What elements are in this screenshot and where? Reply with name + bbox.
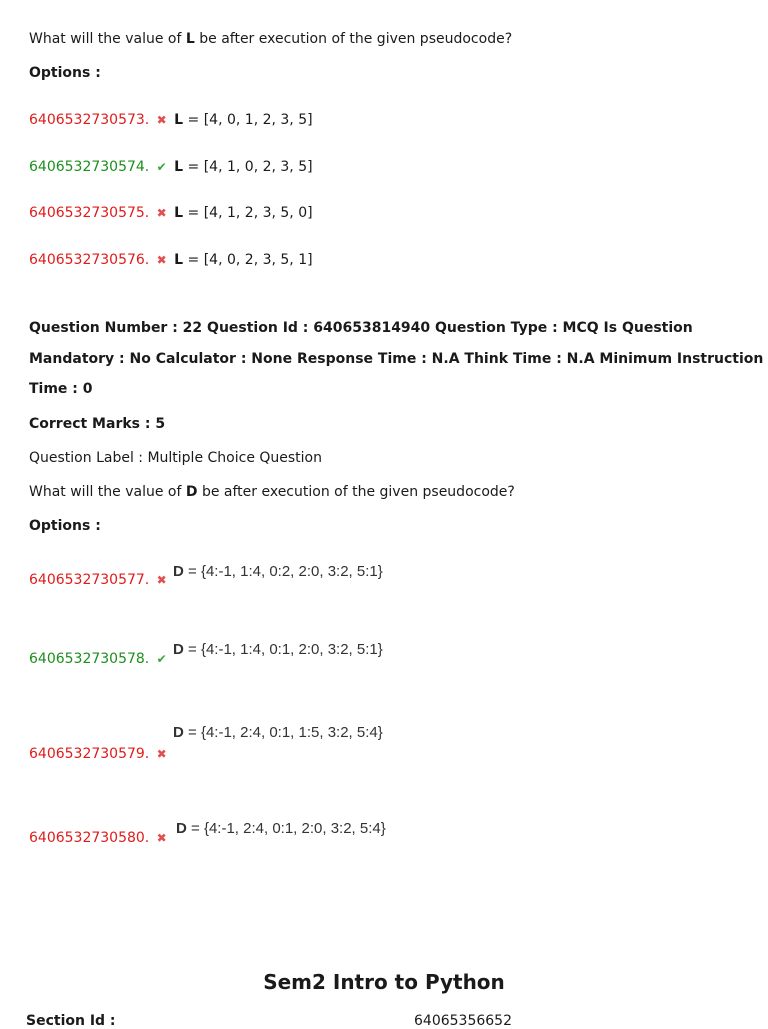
q22-meta-line-1: Question Number : 22 Question Id : 640653814940 Question Type : MCQ Is Question [29,320,693,336]
q21-option-4: 6406532730576. ✖ L = [4, 0, 2, 3, 5, 1] [29,252,313,268]
q22-option-1-id: 6406532730577. ✖ [29,570,170,590]
q22-option-2-id: 6406532730578. ✔ [29,649,170,669]
q21-option-3: 6406532730575. ✖ L = [4, 1, 2, 3, 5, 0] [29,205,313,221]
wrong-icon: ✖ [156,113,167,127]
q22-option-4-value: D = {4:-1, 2:4, 0:1, 2:0, 3:2, 5:4} [176,820,386,837]
wrong-icon: ✖ [156,253,167,267]
section-id-label: Section Id : [26,1013,116,1029]
wrong-icon: ✖ [156,206,167,220]
section-id-value: 64065356652 [414,1013,512,1029]
wrong-icon: ✖ [156,831,167,845]
wrong-icon: ✖ [156,747,167,761]
q21-option-2: 6406532730574. ✔ L = [4, 1, 0, 2, 3, 5] [29,159,313,175]
q22-meta-line-3: Time : 0 [29,381,93,397]
q21-options-label: Options : [29,65,101,81]
wrong-icon: ✖ [156,573,167,587]
q22-option-1-value: D = {4:-1, 1:4, 0:2, 2:0, 3:2, 5:1} [173,563,383,580]
check-icon: ✔ [156,160,167,174]
check-icon: ✔ [156,652,167,666]
q21-option-1: 6406532730573. ✖ L = [4, 0, 1, 2, 3, 5] [29,112,313,128]
q22-question-text: What will the value of D be after execution of the given pseudocode? [29,484,515,500]
q22-question-label: Question Label : Multiple Choice Question [29,450,322,466]
q22-option-3-value: D = {4:-1, 2:4, 0:1, 1:5, 3:2, 5:4} [173,724,383,741]
q22-options-label: Options : [29,518,101,534]
q21-question-text: What will the value of L be after execution of the given pseudocode? [29,31,513,47]
q22-option-3-id: 6406532730579. ✖ [29,744,170,764]
q22-correct-marks: Correct Marks : 5 [29,416,166,432]
q22-option-2-value: D = {4:-1, 1:4, 0:1, 2:0, 3:2, 5:1} [173,641,383,658]
q22-option-4-id: 6406532730580. ✖ [29,828,170,848]
q22-meta-line-2: Mandatory : No Calculator : None Response Time : N.A Think Time : N.A Minimum Instruction [29,351,764,367]
section-title: Sem2 Intro to Python [263,970,505,994]
